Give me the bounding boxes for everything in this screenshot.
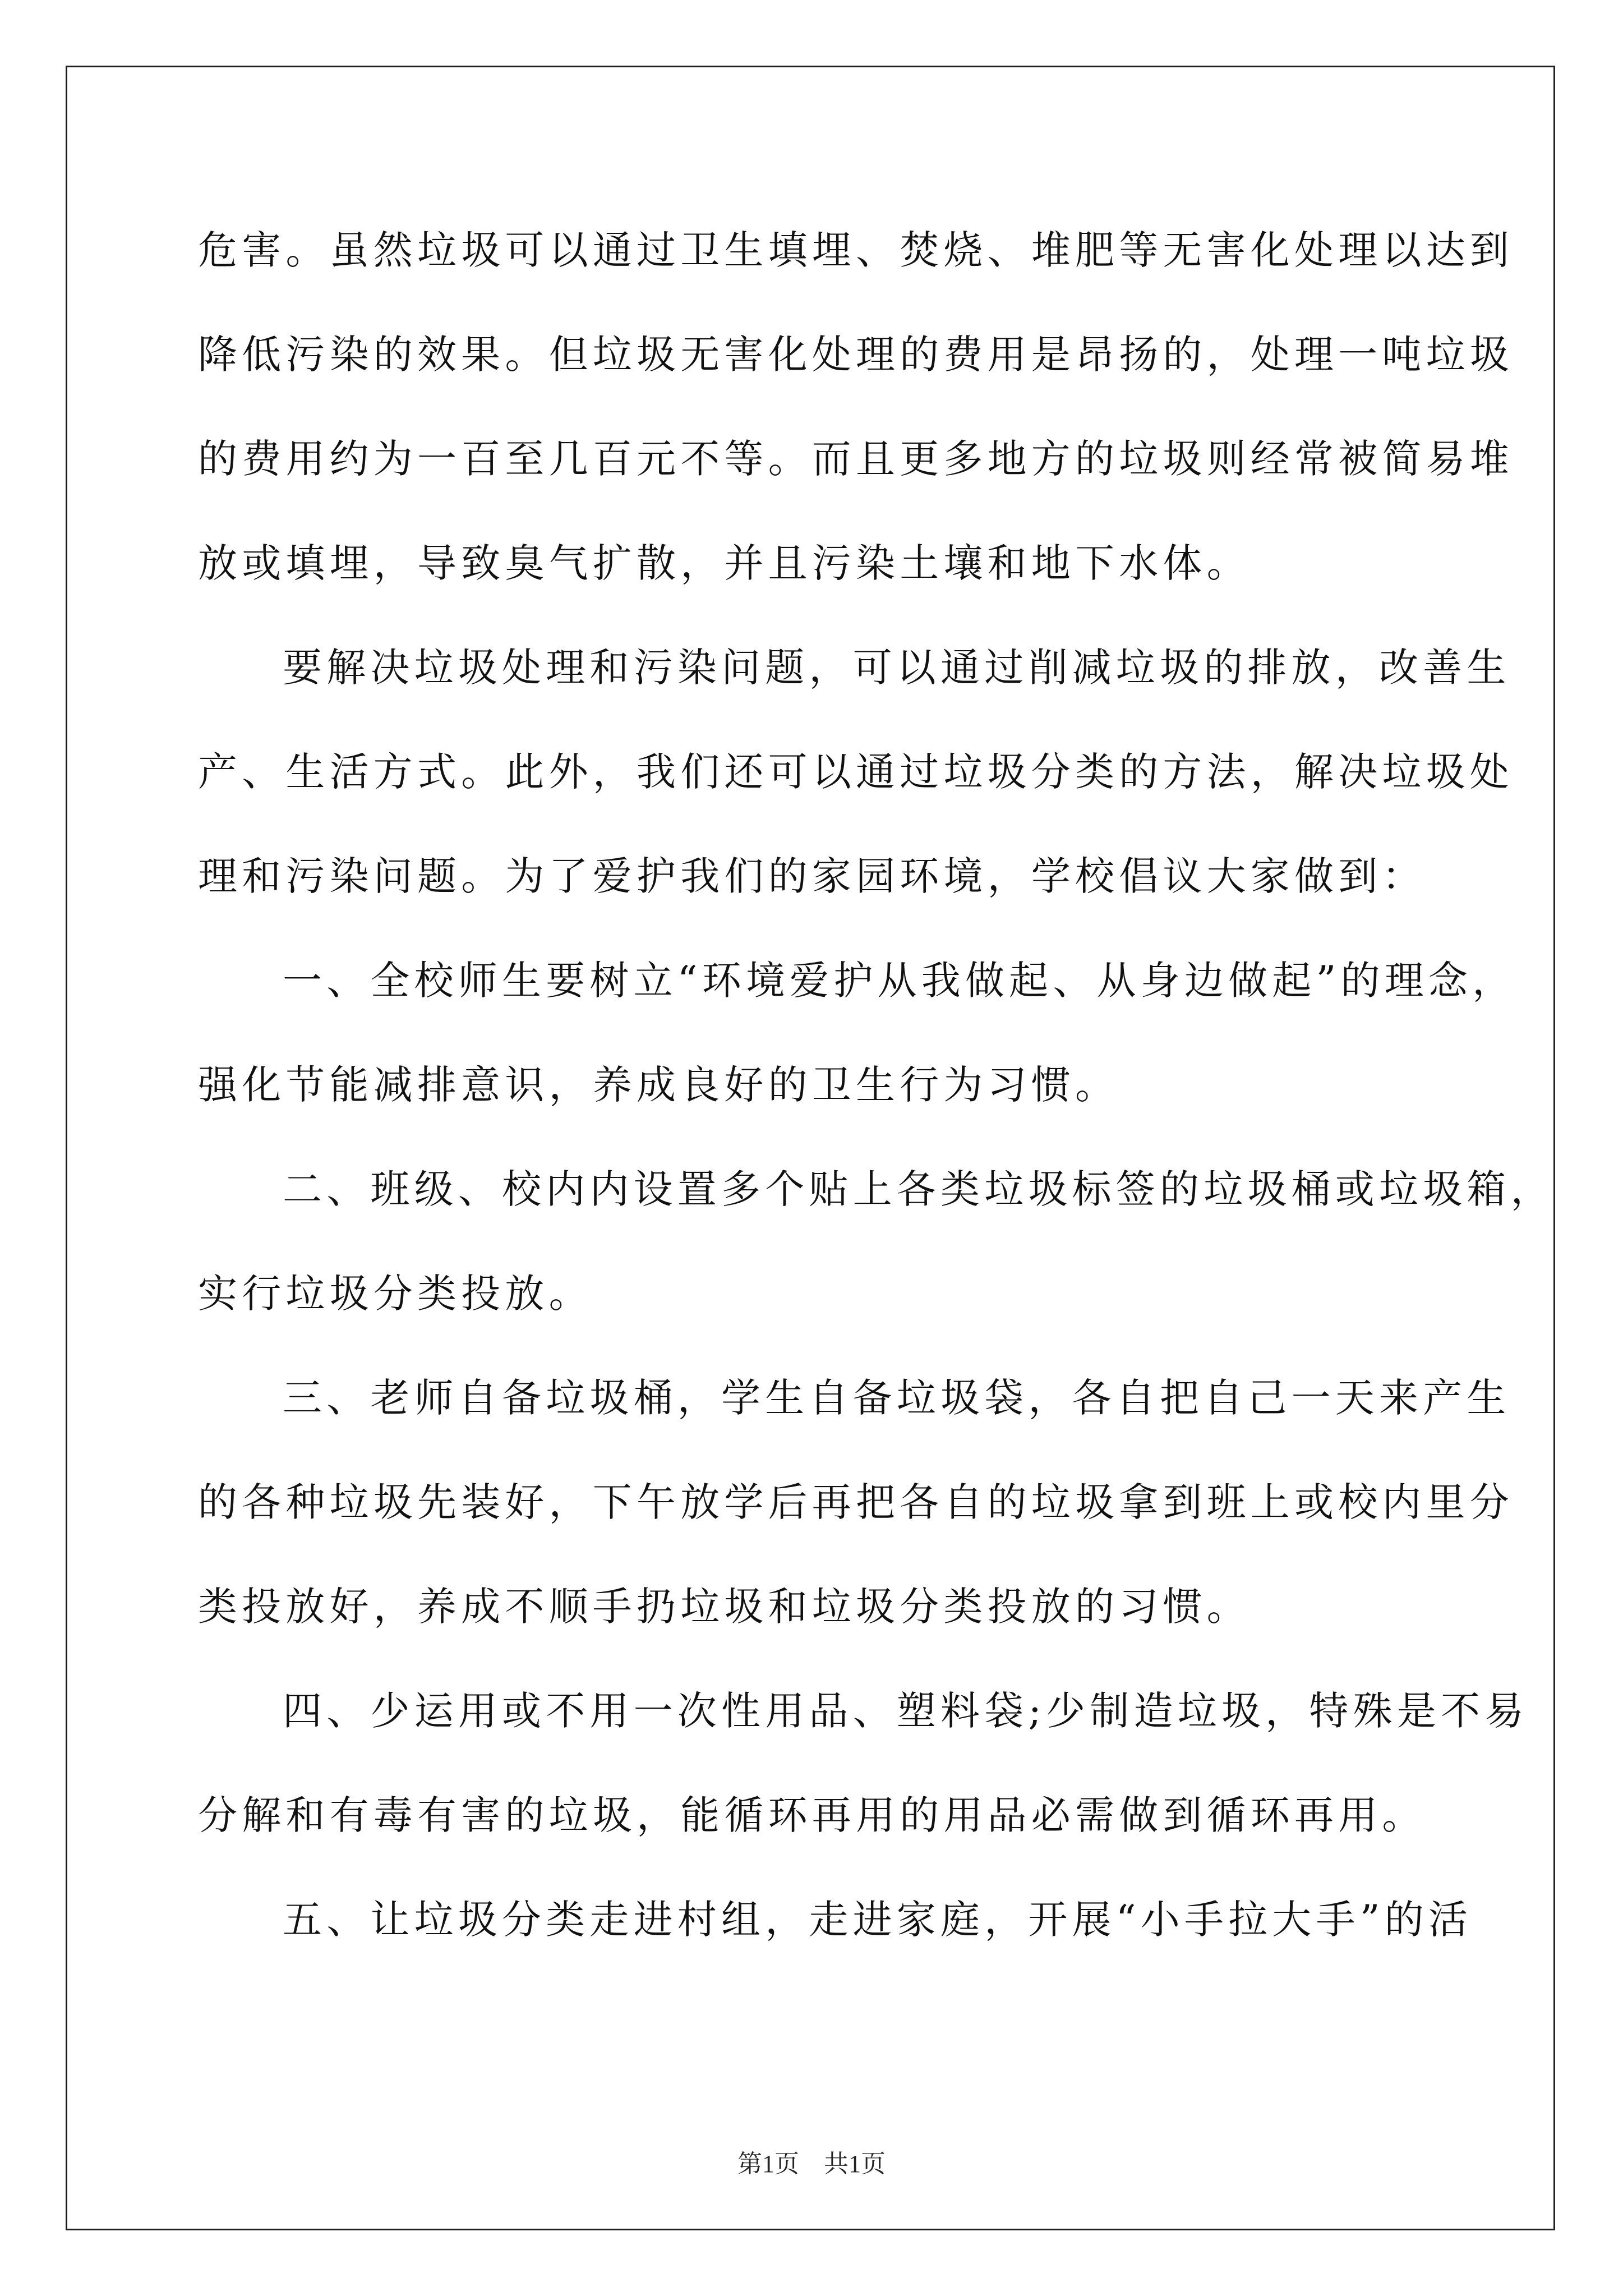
paragraph-first-line: 五、让垃圾分类走进村组，走进家庭，开展“小手拉大手”的活: [283, 1897, 1473, 1943]
text-line: 分解和有毒有害的垃圾，能循环再用的用品必需做到循环再用。: [198, 1792, 1426, 1838]
page-total: 共1页: [824, 2150, 886, 2178]
paragraph-first-line: 二、班级、校内内设置多个贴上各类垃圾标签的垃圾桶或垃圾箱，: [283, 1166, 1555, 1212]
text-line: 放或填埋，导致臭气扩散，并且污染土壤和地下水体。: [198, 540, 1251, 586]
text-line: 强化节能减排意识，养成良好的卫生行为习惯。: [198, 1062, 1119, 1108]
text-line: 危害。虽然垃圾可以通过卫生填埋、焚烧、堆肥等无害化处理以达到: [198, 227, 1514, 273]
text-line: 产、生活方式。此外，我们还可以通过垃圾分类的方法，解决垃圾处: [198, 749, 1514, 795]
paragraph-first-line: 三、老师自备垃圾桶，学生自备垃圾袋，各自把自己一天来产生: [283, 1375, 1511, 1421]
text-line: 降低污染的效果。但垃圾无害化处理的费用是昂扬的，处理一吨垃圾: [198, 332, 1514, 378]
text-line: 理和污染问题。为了爱护我们的家园环境，学校倡议大家做到：: [198, 853, 1426, 899]
page-number: 第1页: [737, 2150, 799, 2178]
text-line: 类投放好，养成不顺手扔垃圾和垃圾分类投放的习惯。: [198, 1584, 1251, 1630]
text-line: 实行垃圾分类投放。: [198, 1271, 593, 1317]
paragraph-first-line: 一、全校师生要树立“环境爱护从我做起、从身边做起”的理念，: [283, 958, 1516, 1004]
page-footer: [0, 2147, 1623, 2181]
document-body: [198, 213, 1555, 1987]
paragraph-first-line: 四、少运用或不用一次性用品、塑料袋;少制造垃圾，特殊是不易: [283, 1688, 1529, 1734]
paragraph-first-line: 要解决垃圾处理和污染问题，可以通过削减垃圾的排放，改善生: [283, 645, 1511, 691]
text-line: 的费用约为一百至几百元不等。而且更多地方的垃圾则经常被简易堆: [198, 436, 1514, 482]
text-line: 的各种垃圾先装好，下午放学后再把各自的垃圾拿到班上或校内里分: [198, 1479, 1514, 1525]
